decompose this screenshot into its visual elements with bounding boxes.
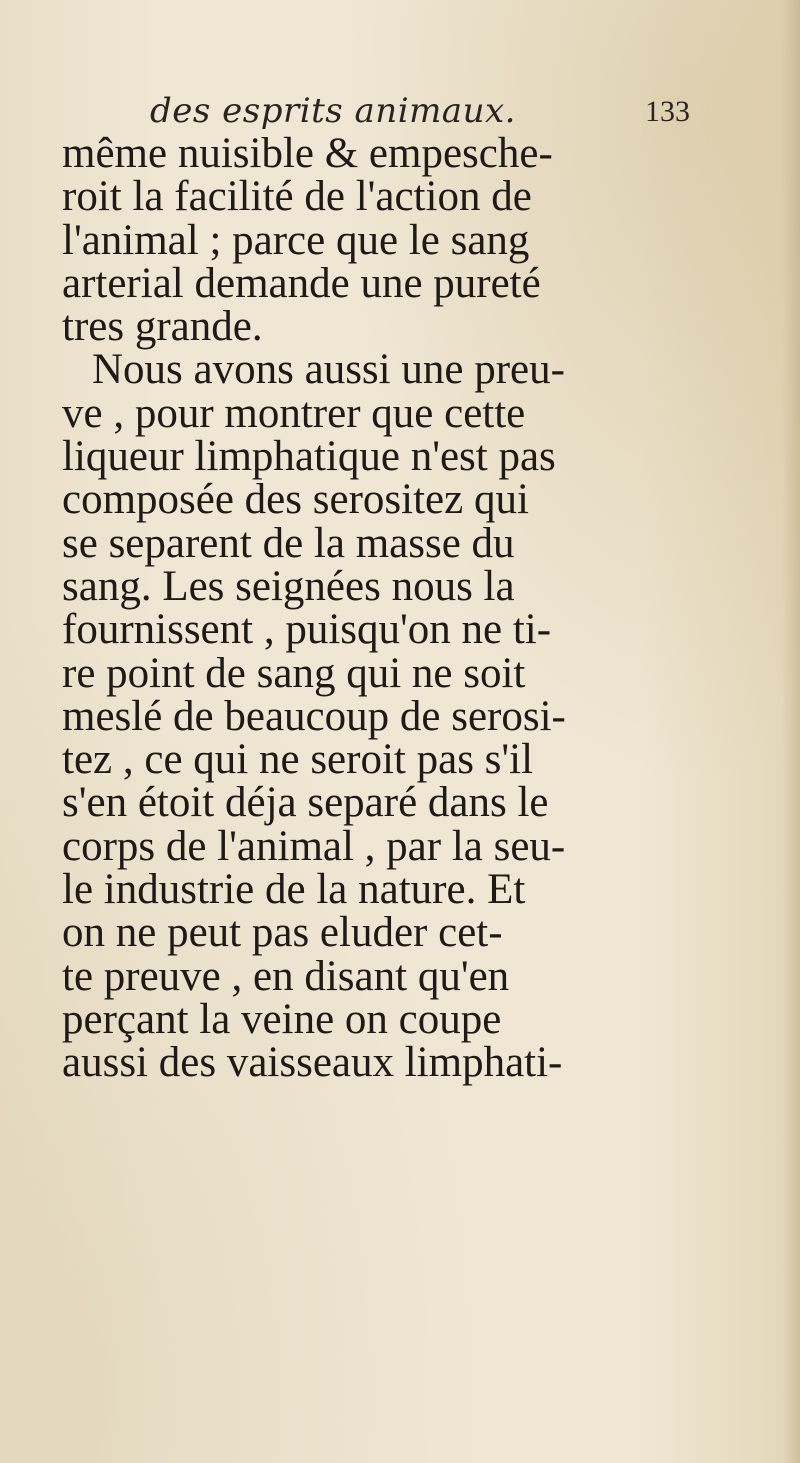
page-edge-shadow (782, 0, 800, 1463)
text-line: tez , ce qui ne seroit pas s'il (62, 736, 534, 784)
text-line: on ne peut pas eluder cet- (62, 909, 503, 957)
text-line: ve , pour montrer que cette (62, 389, 526, 437)
page-header (150, 88, 690, 134)
text-line: re point de sang qui ne soit (62, 649, 526, 697)
text-line: tres grande. (62, 303, 263, 351)
text-line: sang. Les seignées nous la (62, 562, 515, 610)
body-text (62, 132, 762, 1085)
text-line: roit la facilité de l'action de (62, 173, 532, 221)
text-line: se separent de la masse du (62, 519, 515, 567)
page-number: 133 (645, 95, 690, 128)
text-line: te preuve , en disant qu'en (62, 952, 510, 1000)
text-line: perçant la veine on coupe (62, 995, 502, 1043)
text-line: le industrie de la nature. Et (62, 866, 526, 914)
paragraph-start-line: Nous avons aussi une preu- (92, 346, 565, 394)
text-line: l'animal ; parce que le sang (62, 216, 530, 264)
text-line: corps de l'animal , par la seu- (62, 822, 566, 870)
text-line: s'en étoit déja separé dans le (62, 779, 549, 827)
text-line: même nuisible & empesche- (62, 130, 553, 177)
text-line: arterial demande une pureté (62, 259, 541, 307)
text-line: meslé de beaucoup de serosi- (62, 692, 566, 740)
text-line: composée des serositez qui (62, 476, 529, 524)
text-line: aussi des vaisseaux limphati- (62, 1039, 563, 1087)
text-line: liqueur limphatique n'est pas (62, 433, 556, 481)
running-title: des esprits animaux. (150, 91, 516, 131)
text-line: fournissent , puisqu'on ne ti- (62, 606, 552, 654)
